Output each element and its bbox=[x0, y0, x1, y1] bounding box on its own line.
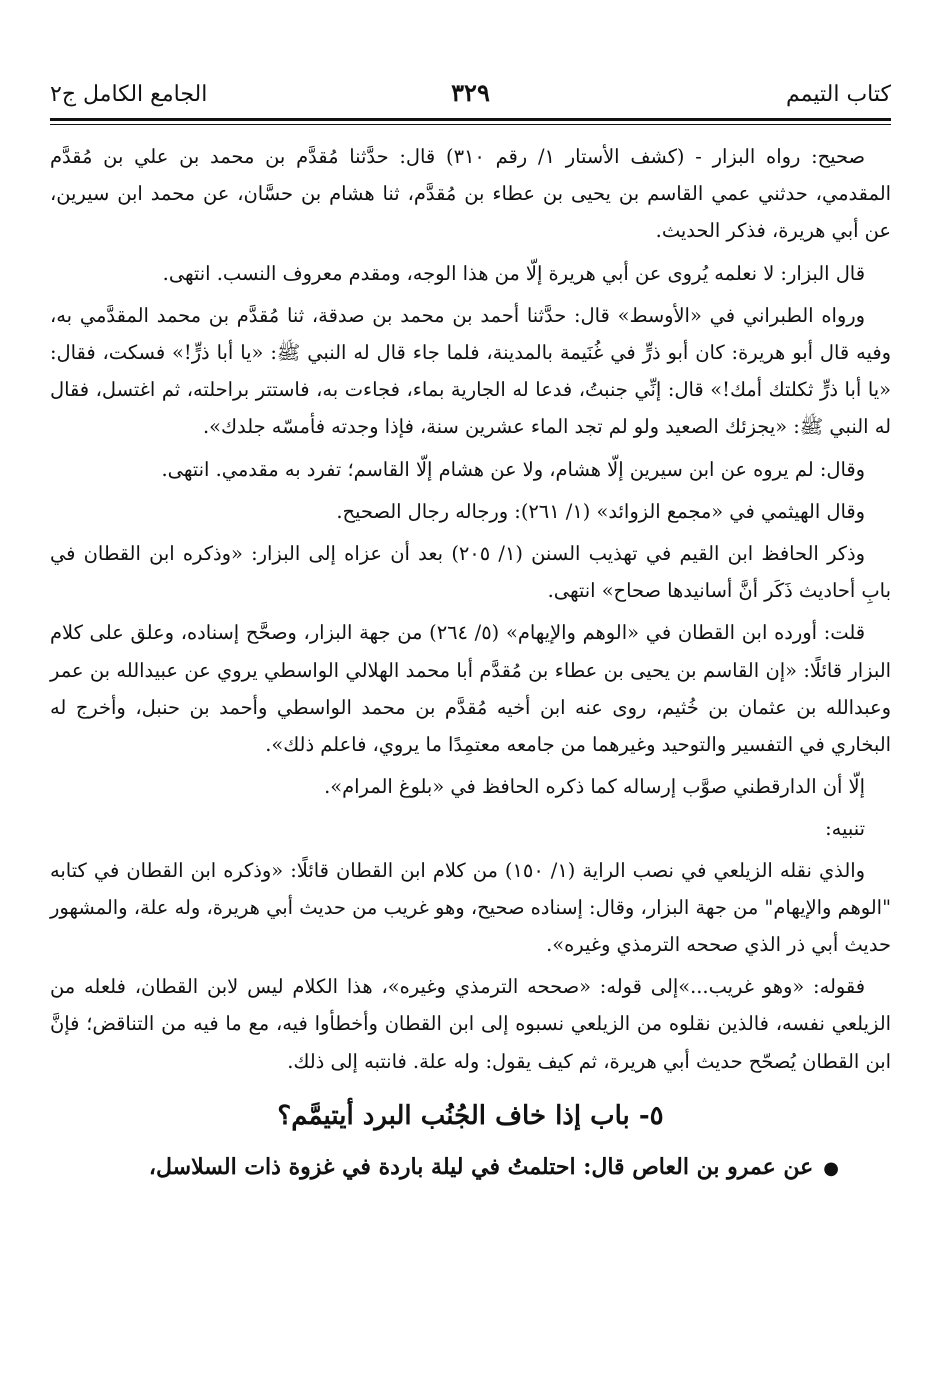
hadith-text: عن عمرو بن العاص قال: احتلمتُ في ليلة باردة في غزوة ذات السلاسل، bbox=[148, 1154, 814, 1181]
hadith-start bbox=[50, 1149, 891, 1187]
paragraph: ورواه الطبراني في «الأوسط» قال: حدَّثنا أحمد بن محمد بن صدقة، ثنا مُقدَّم بن محمد المقدَّمي به، وفيه قال أبو هريرة: كان أبو ذرٍّ في غُنَيمة بالمدينة، فلما جاء قال له النبي ﷺ: «يا أبا ذرٍّ!» فسكت، فقال: «يا أبا ذرٍّ ثكلتك أمك!» قال: إنِّي جنبتُ، فدعا له الجارية بماء، فجاءت به، فاستتر براحلته، ثم اغتسل، فقال له النبي ﷺ: «يجزئك الصعيد ولو لم تجد الماء عشرين سنة، فإذا وجدته فأمسّه جلدك». bbox=[50, 303, 891, 439]
paragraph: وذكر الحافظ ابن القيم في تهذيب السنن (١/ ٢٠٥) بعد أن عزاه إلى البزار: «وذكره ابن القطان في بابِ أحاديث ذَكَر أنَّ أسانيدها صحاح» انتهى. bbox=[50, 542, 891, 603]
paragraph: قال البزار: لا نعلمه يُروى عن أبي هريرة إلّا من هذا الوجه، ومقدم معروف النسب. انتهى. bbox=[162, 261, 865, 285]
paragraph: وقال: لم يروه عن ابن سيرين إلّا هشام، ولا عن هشام إلّا القاسم؛ تفرد به مقدمي. انتهى. bbox=[161, 457, 865, 481]
paragraph: فقوله: «وهو غريب...»إلى قوله: «صححه الترمذي وغيره»، هذا الكلام ليس لابن القطان، فلعله من الزيلعي نفسه، فالذين نقلوه من الزيلعي نسبوه إلى ابن القطان وأخطأوا فيه، مع ما فيه من التناقض؛ فإنَّ ابن القطان يُصحّح حديث أبي هريرة، ثم كيف يقول: وله علة. فانتبه إلى ذلك. bbox=[50, 975, 891, 1073]
notice-label: تنبيه: bbox=[825, 817, 865, 841]
book-running-title: الجامع الكامل ج٢ bbox=[50, 82, 208, 107]
page-number: ٣٢٩ bbox=[451, 78, 490, 107]
bullet-icon: ● bbox=[823, 1158, 839, 1180]
chapter-title: ٥- باب إذا خاف الجُنُب البرد أيتيمَّم؟ bbox=[277, 1100, 664, 1131]
paragraph: صحيح: رواه البزار - (كشف الأستار ١/ رقم ٣١٠) قال: حدَّثنا مُقدَّم بن محمد بن علي بن مُقدَّم المقدمي، حدثني عمي القاسم بن يحيى بن عطاء بن مُقدَّم، ثنا هشام بن حسَّان، عن محمد ابن سيرين، عن أبي هريرة، فذكر الحديث. bbox=[50, 145, 891, 243]
header-rule-thin bbox=[50, 124, 891, 125]
paragraph: قلت: أورده ابن القطان في «الوهم والإيهام» (٥/ ٢٦٤) من جهة البزار، وصحَّح إسناده، وعلق على كلام البزار قائلًا: «إن القاسم بن يحيى بن عطاء بن مُقدَّم أبا محمد الهلالي الواسطي يروي عن عبيدالله بن عمر وعبدالله بن عثمان بن خُثيم، روى عنه ابن أخيه مُقدَّم بن محمد الواسطي وأحمد بن حنبل، وأخرج له البخاري في التفسير والتوحيد وغيرهما من جامعه معتمِدًا ما يروي، فاعلم ذلك». bbox=[50, 621, 891, 757]
header-rule-thick bbox=[50, 118, 891, 121]
chapter-running-title: كتاب التيمم bbox=[786, 82, 891, 107]
paragraph: إلّا أن الدارقطني صوَّب إرساله كما ذكره الحافظ في «بلوغ المرام». bbox=[324, 775, 865, 799]
paragraph: والذي نقله الزيلعي في نصب الراية (١/ ١٥٠) من كلام ابن القطان قائلًا: «وذكره ابن القطان في كتابه "الوهم والإيهام" من جهة البزار، وقال: إسناده صحيح، وهو غريب من حديث أبي هريرة، وله علة، والمشهور حديث أبي ذر الذي صححه الترمذي وغيره». bbox=[50, 858, 891, 957]
paragraph: وقال الهيثمي في «مجمع الزوائد» (١/ ٢٦١): ورجاله رجال الصحيح. bbox=[336, 499, 865, 523]
page-header bbox=[50, 78, 891, 118]
page-body bbox=[50, 138, 891, 1192]
